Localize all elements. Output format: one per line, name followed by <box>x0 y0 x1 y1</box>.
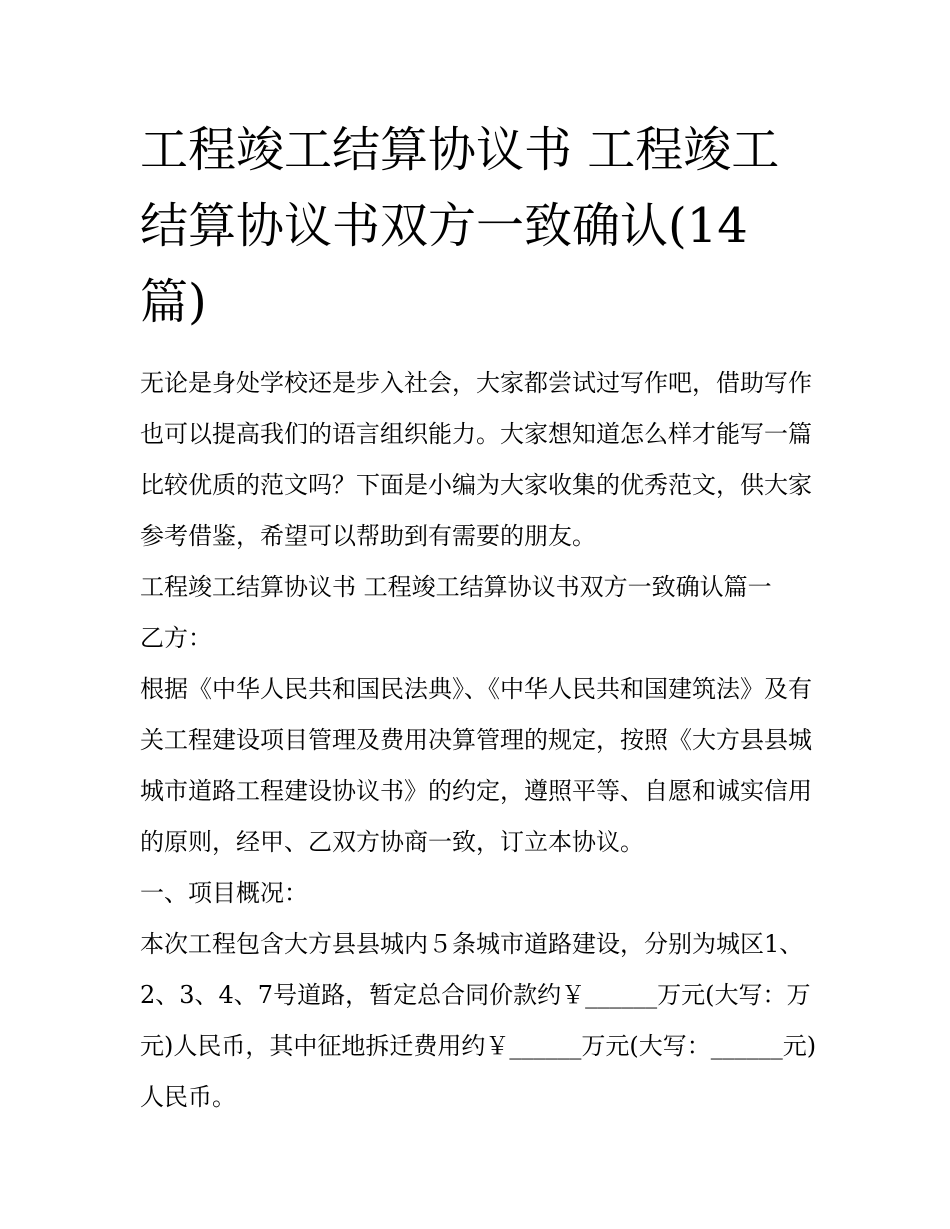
title-line-1: 工程竣工结算协议书 工程竣工 <box>140 122 780 178</box>
document-title <box>140 112 820 340</box>
document-body <box>140 358 820 1123</box>
agreement-basis-paragraph: 根据《中华人民共和国民法典》、《中华人民共和国建筑法》及有关工程建设项目管理及费用决算管理的规定，按照《大方县县城城市道路工程建设协议书》的约定，遵照平等、自愿和诚实信用的原则，经甲、乙双方协商一致，订立本协议。 <box>140 675 812 856</box>
section-heading: 工程竣工结算协议书 工程竣工结算协议书双方一致确认篇一 <box>140 573 772 601</box>
project-overview-paragraph: 本次工程包含大方县县城内５条城市道路建设，分别为城区1、2、3、4、7号道路，暂定总合同价款约￥______万元(大写：万元)人民币，其中征地拆迁费用约￥______万元(大写：______元)人民币。 <box>140 930 817 1111</box>
intro-paragraph: 无论是身处学校还是步入社会，大家都尝试过写作吧，借助写作也可以提高我们的语言组织能力。大家想知道怎么样才能写一篇比较优质的范文吗？下面是小编为大家收集的优秀范文，供大家参考借鉴，希望可以帮助到有需要的朋友。 <box>140 369 812 550</box>
party-b-label: 乙方： <box>140 624 212 652</box>
document-page <box>140 112 820 1123</box>
title-line-3: 篇) <box>140 274 207 330</box>
project-overview-heading: 一、项目概况： <box>140 879 308 907</box>
title-line-2: 结算协议书双方一致确认(14 <box>140 198 748 254</box>
